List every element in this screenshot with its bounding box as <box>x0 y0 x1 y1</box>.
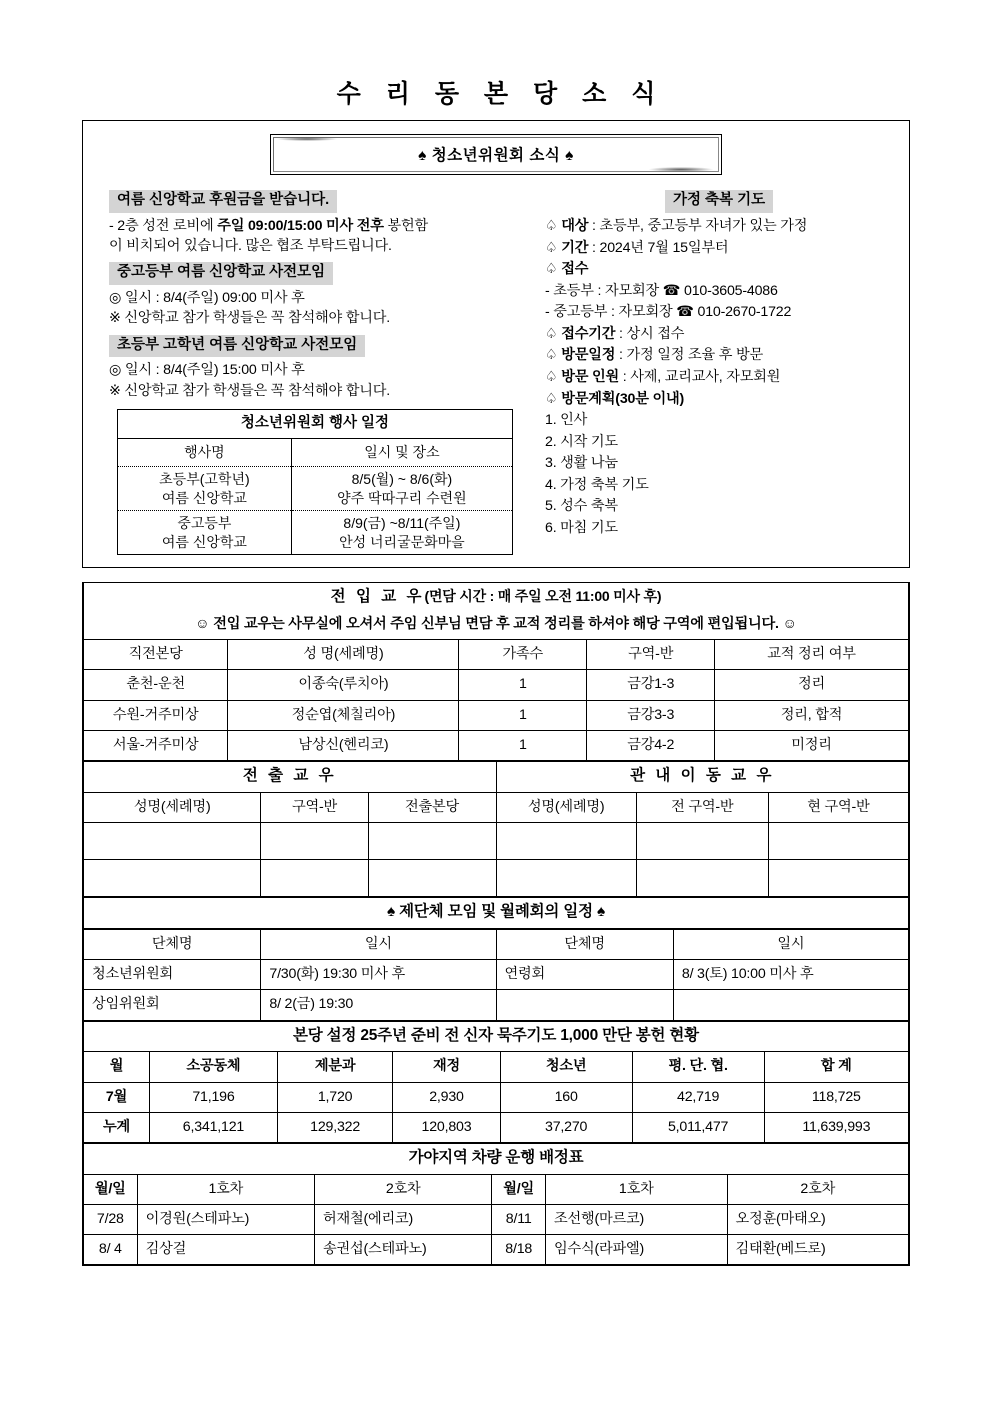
cell <box>636 860 768 898</box>
donation-line-1 <box>109 216 529 236</box>
item-label: 방문 인원 <box>561 368 620 385</box>
rosary-col-month: 월 <box>84 1052 150 1082</box>
cell: 청소년위원회 <box>84 960 261 990</box>
vehicle-col-date-1: 월/일 <box>84 1174 138 1204</box>
rosary-col-division: 제분과 <box>277 1052 393 1082</box>
transfer-in-notice: ☺ 전입 교우는 사무실에 오셔서 주임 신부님 면담 후 교적 정리를 하셔야 해당 구역에 편입됩니다. ☺ <box>84 613 909 640</box>
transfer-in-title-main: 전 입 교 우 <box>330 588 425 606</box>
event-row-2-name-l1: 중고등부 <box>177 515 232 532</box>
item-label: 대상 <box>561 217 589 234</box>
cell: 정리 <box>715 670 909 700</box>
cell: 금강1-3 <box>587 670 715 700</box>
item-value: 가정 일정 조율 후 방문 <box>626 347 764 364</box>
cell: 금강3-3 <box>587 700 715 730</box>
cell: 7/28 <box>84 1205 138 1235</box>
list-item <box>545 216 893 238</box>
event-row-1-when <box>291 467 512 511</box>
table-row <box>84 1082 909 1112</box>
list-item <box>545 389 893 411</box>
item-label: 접수 <box>561 261 589 278</box>
cell: 송권섭(스테파노) <box>315 1235 492 1266</box>
cell <box>496 990 673 1021</box>
event-col-name: 행사명 <box>118 438 292 466</box>
transfer-in-col-name: 성 명(세례명) <box>228 640 459 670</box>
group-meetings-title: ♠ 제단체 모임 및 월례회의 일정 ♠ <box>84 898 909 929</box>
item-value: 상시 접수 <box>626 325 685 342</box>
cell: 이종숙(루치아) <box>228 670 459 700</box>
table-row <box>84 1205 909 1235</box>
rosary-col-youth: 청소년 <box>500 1052 632 1082</box>
vehicle-assignment-table <box>83 1144 909 1266</box>
list-item: 6. 마침 기도 <box>545 520 618 537</box>
donation-line-2: 이 비치되어 있습니다. 많은 협조 부탁드립니다. <box>109 238 392 255</box>
event-table-title: 청소년위원회 행사 일정 <box>118 409 513 438</box>
donation-line1-a: - 2층 성전 로비에 <box>109 217 218 234</box>
event-row-1-name <box>118 467 292 511</box>
table-row <box>118 438 513 466</box>
cell: 누계 <box>84 1112 150 1143</box>
cell: 1 <box>459 730 587 761</box>
list-item: 3. 생활 나눔 <box>545 455 618 472</box>
cell <box>368 860 496 898</box>
item-value: 중고등부 : 자모회장 ☎ 010-2670-1722 <box>553 304 792 321</box>
transfer-out-col-parish: 전출본당 <box>368 792 496 822</box>
event-col-when: 일시 및 장소 <box>291 438 512 466</box>
youth-committee-news-box <box>82 120 910 568</box>
cell: 이경원(스테파노) <box>137 1205 314 1235</box>
list-item: 4. 가정 축복 기도 <box>545 476 649 493</box>
cell <box>636 823 768 860</box>
item-sep: : <box>615 347 627 364</box>
cell: 7/30(화) 19:30 미사 후 <box>261 960 496 990</box>
cell <box>496 823 636 860</box>
group-col-name-2: 단체명 <box>496 929 673 960</box>
item-value: 2024년 7월 15일부터 <box>599 239 729 256</box>
spade-bullet-icon: ♤ <box>545 217 558 234</box>
transfer-in-col-family: 가족수 <box>459 640 587 670</box>
cell: 금강4-2 <box>587 730 715 761</box>
table-row <box>84 990 909 1021</box>
cell: 정순엽(체칠리아) <box>228 700 459 730</box>
cell: 42,719 <box>632 1082 764 1112</box>
cell: 8/ 2(금) 19:30 <box>261 990 496 1021</box>
section-banner <box>270 134 722 175</box>
cell: 37,270 <box>500 1112 632 1143</box>
cell: 정리, 합적 <box>715 700 909 730</box>
news-left-column <box>103 184 529 555</box>
table-row <box>84 1052 909 1082</box>
spade-bullet-icon: ♤ <box>545 390 558 407</box>
news-columns <box>83 184 909 555</box>
table-row <box>84 670 909 700</box>
rosary-col-community: 소공동체 <box>150 1052 278 1082</box>
donation-line1-b: 주일 09:00/15:00 미사 전후 <box>217 217 384 234</box>
list-item <box>545 238 893 260</box>
table-row <box>84 1235 909 1266</box>
event-row-2-when-l1: 8/9(금) ~8/11(주일) <box>343 515 461 532</box>
event-row-2-name <box>118 511 292 555</box>
table-row <box>84 792 909 822</box>
donation-line1-c: 봉헌함 <box>383 217 429 234</box>
cell: 8/11 <box>492 1205 546 1235</box>
page-title: 수 리 동 본 당 소 식 <box>336 80 665 108</box>
vehicle-col-date-2: 월/일 <box>492 1174 546 1204</box>
cell <box>84 860 261 898</box>
table-row <box>84 898 909 929</box>
transfer-in-title-sub: (면담 시간 : 매 주일 오전 11:00 미사 후) <box>424 588 662 605</box>
item-sep: : <box>588 217 600 234</box>
cell: 미정리 <box>715 730 909 761</box>
transfer-in-title <box>84 583 909 613</box>
banner-wrapper <box>83 131 909 184</box>
item-label: 방문일정 <box>561 347 616 364</box>
item-label: 방문계획(30분 이내) <box>561 390 684 407</box>
internal-move-col-name: 성명(세례명) <box>496 792 636 822</box>
item-value: 사제, 교리교사, 자모회원 <box>630 368 781 385</box>
internal-move-title <box>496 762 909 792</box>
elementary-line-2: ※ 신앙학교 참가 학생들은 꼭 참석해야 합니다. <box>109 382 390 399</box>
elementary-heading: 초등부 고학년 여름 신앙학교 사전모임 <box>109 335 365 358</box>
internal-move-title-text: 관 내 이 동 교 우 <box>630 767 775 784</box>
cell: 2,930 <box>393 1082 500 1112</box>
cell: 6,341,121 <box>150 1112 278 1143</box>
news-right-column <box>529 184 893 555</box>
cell: 오정훈(마태오) <box>727 1205 909 1235</box>
cell: 8/18 <box>492 1235 546 1266</box>
table-row <box>84 1174 909 1204</box>
table-row <box>118 409 513 438</box>
elementary-line-1: ◎ 일시 : 8/4(주일) 15:00 미사 후 <box>109 362 305 379</box>
rosary-col-finance: 재정 <box>393 1052 500 1082</box>
list-item <box>545 259 893 281</box>
family-blessing-heading: 가정 축복 기도 <box>665 190 773 213</box>
family-blessing-items <box>545 216 893 410</box>
cell: 남상신(헨리코) <box>228 730 459 761</box>
list-item <box>545 367 893 389</box>
youth-event-schedule-table <box>117 409 513 555</box>
transfer-in-col-district: 구역-반 <box>587 640 715 670</box>
event-row-2-when <box>291 511 512 555</box>
cell: 김상걸 <box>137 1235 314 1266</box>
middle-school-line-2: ※ 신앙학교 참가 학생들은 꼭 참석해야 합니다. <box>109 310 390 327</box>
event-row-1-name-l2: 여름 신앙학교 <box>161 489 247 506</box>
cell <box>496 860 636 898</box>
list-item: 1. 인사 <box>545 412 588 429</box>
cell: 160 <box>500 1082 632 1112</box>
item-value: 초등부, 중고등부 자녀가 있는 가정 <box>599 217 808 234</box>
transfer-out-title-text: 전 출 교 우 <box>242 767 337 784</box>
cell: 120,803 <box>393 1112 500 1143</box>
event-row-1-when-l2: 양주 딱따구리 수련원 <box>337 489 467 506</box>
cell: 1,720 <box>277 1082 393 1112</box>
vehicle-col-bus2-b: 2호차 <box>727 1174 909 1204</box>
cell: 1 <box>459 670 587 700</box>
table-row <box>84 1112 909 1143</box>
spade-bullet-icon: ♤ <box>545 347 558 364</box>
cell: 춘천-운천 <box>84 670 228 700</box>
rosary-col-total: 합 계 <box>764 1052 908 1082</box>
table-row <box>118 511 513 555</box>
table-row <box>84 929 909 960</box>
visit-plan-list <box>545 410 893 539</box>
vehicle-col-bus1-b: 1호차 <box>546 1174 728 1204</box>
transfer-out-title <box>84 762 497 792</box>
table-row <box>84 762 909 792</box>
cell <box>261 823 368 860</box>
rosary-title: 본당 설정 25주년 준비 전 신자 묵주기도 1,000 만단 봉헌 현황 <box>84 1022 909 1052</box>
table-row <box>84 640 909 670</box>
spade-bullet-icon: ♤ <box>545 325 558 342</box>
table-row <box>84 1144 909 1174</box>
table-row <box>118 467 513 511</box>
cell <box>261 860 368 898</box>
cell: 허재철(에리코) <box>315 1205 492 1235</box>
transfer-in-col-parish: 직전본당 <box>84 640 228 670</box>
list-item <box>545 281 893 303</box>
item-sep: : <box>615 325 627 342</box>
item-label: 기간 <box>561 239 589 256</box>
cell <box>368 823 496 860</box>
cell: 연령회 <box>496 960 673 990</box>
rosary-col-assoc: 평. 단. 협. <box>632 1052 764 1082</box>
cell <box>768 860 908 898</box>
cell: 8/ 3(토) 10:00 미사 후 <box>673 960 908 990</box>
spade-bullet-icon: ♤ <box>545 368 558 385</box>
group-col-name-1: 단체명 <box>84 929 261 960</box>
vehicle-title: 가야지역 차량 운행 배정표 <box>84 1144 909 1174</box>
item-value: 초등부 : 자모회장 ☎ 010-3605-4086 <box>553 282 778 299</box>
table-row <box>84 613 909 640</box>
cell: 상임위원회 <box>84 990 261 1021</box>
list-item <box>545 345 893 367</box>
cell: 조선행(마르코) <box>546 1205 728 1235</box>
cell: 수원-거주미상 <box>84 700 228 730</box>
cell: 7월 <box>84 1082 150 1112</box>
item-label: 접수기간 <box>561 325 616 342</box>
cell <box>673 990 908 1021</box>
transfer-out-col-name: 성명(세례명) <box>84 792 261 822</box>
cell: 김태환(베드로) <box>727 1235 909 1266</box>
section-banner-label: ♠ 청소년위원회 소식 ♠ <box>273 137 719 172</box>
vehicle-col-bus2-a: 2호차 <box>315 1174 492 1204</box>
table-row <box>84 860 909 898</box>
cell: 임수식(라파엘) <box>546 1235 728 1266</box>
cell: 서울-거주미상 <box>84 730 228 761</box>
internal-move-col-prev: 전 구역-반 <box>636 792 768 822</box>
internal-move-col-curr: 현 구역-반 <box>768 792 908 822</box>
middle-school-line-1: ◎ 일시 : 8/4(주일) 09:00 미사 후 <box>109 290 305 307</box>
table-row <box>84 1022 909 1052</box>
table-row <box>84 960 909 990</box>
table-row <box>84 583 909 613</box>
cell <box>84 823 261 860</box>
cell: 129,322 <box>277 1112 393 1143</box>
item-sep: : <box>619 368 631 385</box>
vehicle-col-bus1-a: 1호차 <box>137 1174 314 1204</box>
table-row <box>84 700 909 730</box>
event-row-1-when-l1: 8/5(월) ~ 8/6(화) <box>351 471 453 488</box>
cell: 11,639,993 <box>764 1112 908 1143</box>
list-item <box>545 302 893 324</box>
item-sep: : <box>588 239 600 256</box>
table-row <box>84 730 909 761</box>
lower-tables-block <box>82 582 910 1266</box>
event-row-2-name-l2: 여름 신앙학교 <box>161 533 247 550</box>
cell: 8/ 4 <box>84 1235 138 1266</box>
list-item <box>545 324 893 346</box>
spade-bullet-icon: ♤ <box>545 239 558 256</box>
middle-school-heading: 중고등부 여름 신앙학교 사전모임 <box>109 262 333 285</box>
donation-heading: 여름 신앙학교 후원금을 받습니다. <box>109 190 337 213</box>
spade-bullet-icon: ♤ <box>545 261 558 278</box>
group-col-when-1: 일시 <box>261 929 496 960</box>
transfer-out-col-district: 구역-반 <box>261 792 368 822</box>
event-row-1-name-l1: 초등부(고학년) <box>159 471 250 488</box>
dash-bullet-icon: - <box>545 304 550 321</box>
cell: 118,725 <box>764 1082 908 1112</box>
transfer-in-table <box>83 583 909 762</box>
rosary-offering-table <box>83 1022 909 1144</box>
cell: 71,196 <box>150 1082 278 1112</box>
group-meetings-table <box>83 898 909 1021</box>
table-row <box>84 823 909 860</box>
list-item: 2. 시작 기도 <box>545 433 618 450</box>
transfer-in-col-status: 교적 정리 여부 <box>715 640 909 670</box>
dash-bullet-icon: - <box>545 282 550 299</box>
event-row-2-when-l2: 안성 너리굴문화마을 <box>339 533 465 550</box>
transfer-out-and-move-table <box>83 762 909 898</box>
group-col-when-2: 일시 <box>673 929 908 960</box>
list-item: 5. 성수 축복 <box>545 498 618 515</box>
cell <box>768 823 908 860</box>
cell: 5,011,477 <box>632 1112 764 1143</box>
cell: 1 <box>459 700 587 730</box>
